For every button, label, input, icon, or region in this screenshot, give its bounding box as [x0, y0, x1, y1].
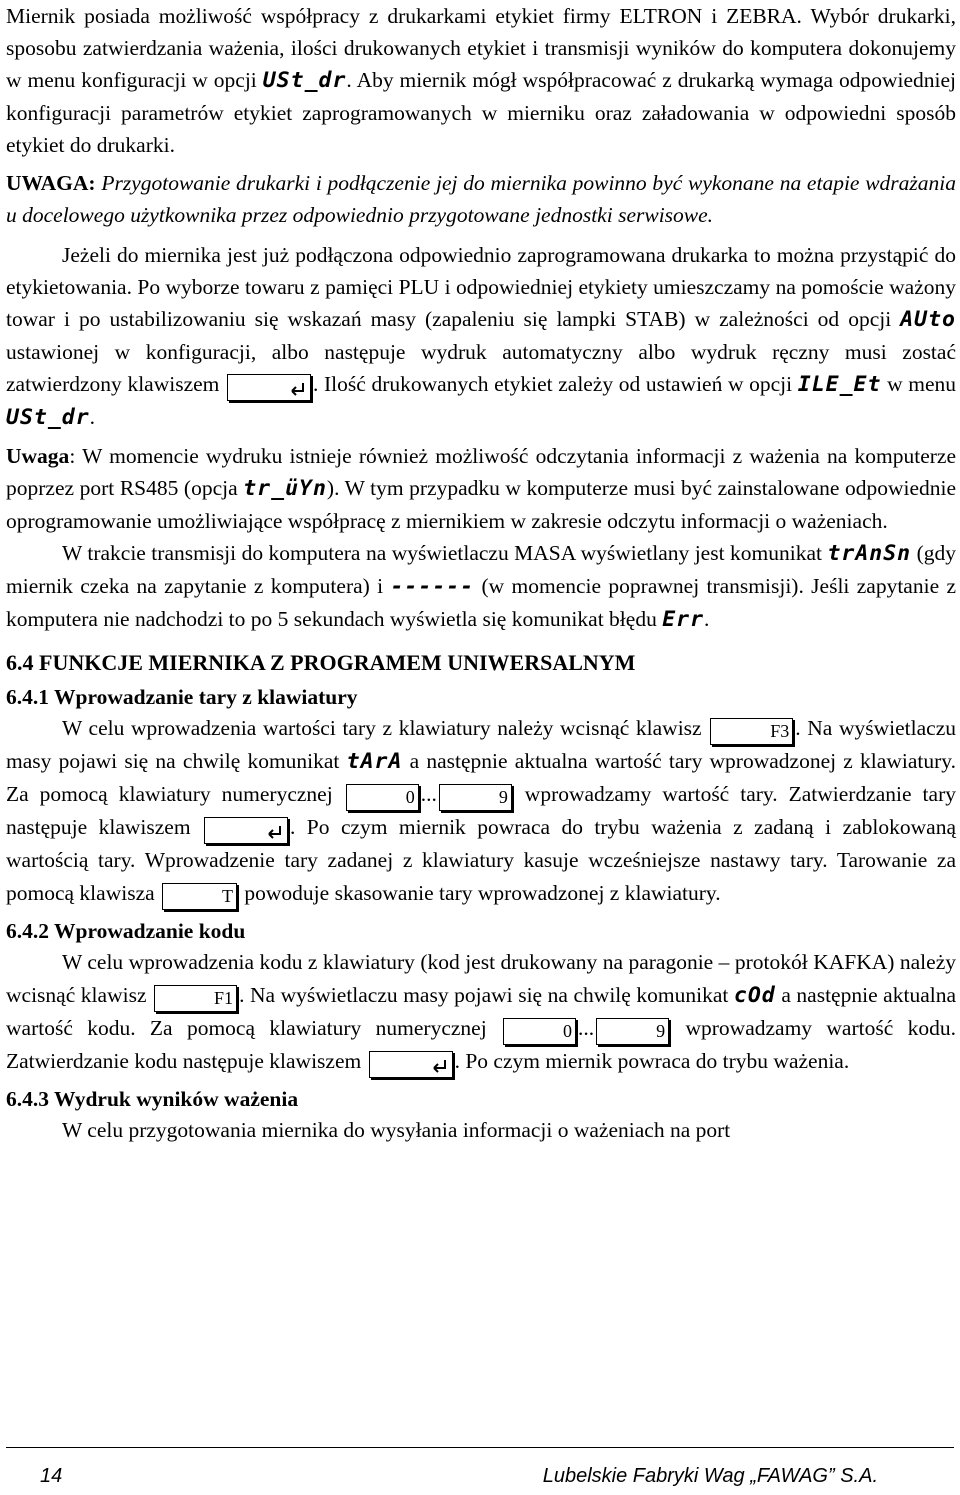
paragraph-printers: Miernik posiada możliwość współpracy z drukarkami etykiet firmy ELTRON i ZEBRA. Wybór drukarki, sposobu zatwierdzania ważenia, ilości drukowanych etykiet i transmisji wyników do komputera dokonujemy w menu konfiguracji w opcji USt_dr. Aby miernik mógł współpracować z drukarką wymaga odpowiedniej konfiguracji parametrów etykiet zaprogramowanych w mierniku oraz załadowania w odpowiedni sposób etykiet do drukarki.	[6, 4, 956, 157]
key-0: 0	[346, 784, 419, 811]
subsection-heading: 6.4.2 Wprowadzanie kodu	[6, 919, 246, 943]
display-code: AUto	[900, 307, 956, 332]
subsection-heading: 6.4.3 Wydruk wyników ważenia	[6, 1087, 299, 1111]
display-code: cOd	[733, 983, 776, 1008]
display-code: Err	[662, 607, 705, 632]
display-code: USt_dr	[262, 68, 347, 93]
display-code: ------	[390, 574, 475, 599]
paragraph-code: W celu wprowadzenia kodu z klawiatury (kod jest drukowany na paragonie – protokół KAFKA) należy wcisnąć klawisz F1 . Na wyświetlaczu masy pojawi się na chwilę komunikat cOd a następnie aktualna wartość kodu. Za pomocą klawiatury numerycznej 0 ... 9 wprowadzamy wartość kodu. Zatwierdzanie kodu następuje klawiszem . Po czym miernik powraca do trybu ważenia.	[6, 946, 956, 1078]
enter-key-icon	[204, 817, 288, 844]
key-9: 9	[596, 1018, 669, 1045]
page-number: 14	[40, 1465, 63, 1487]
display-code: ILE_Et	[797, 372, 882, 397]
display-code: USt_dr	[6, 405, 90, 430]
display-code: trAnSn	[827, 541, 912, 566]
enter-key-icon	[369, 1051, 453, 1078]
subsection-heading: 6.4.1 Wprowadzanie tary z klawiatury	[6, 685, 358, 709]
paragraph-printout: W celu przygotowania miernika do wysyłania informacji o ważeniach na port	[62, 1118, 731, 1142]
display-code: tr_üYn	[243, 476, 327, 501]
key-f3: F3	[710, 718, 793, 745]
enter-key-icon	[227, 374, 311, 401]
paragraph-transmission: W trakcie transmisji do komputera na wyświetlaczu MASA wyświetlany jest komunikat trAnSn (gdy miernik czeka na zapytanie z komputera) i ------ (w momencie poprawnej transmisji). Jeśli zapytanie z komputera nie nadchodzi to po 5 sekundach wyświetla się komunikat błędu Err.	[6, 541, 957, 632]
display-code: tArA	[346, 749, 403, 774]
paragraph-warning: UWAGA: Przygotowanie drukarki i podłączenie jej do miernika powinno być wykonane na etapie wdrażania u docelowego użytkownika przez odpowiednio przygotowane jednostki serwisowe.	[6, 171, 956, 227]
document-body	[6, 0, 956, 1146]
section-heading: 6.4 FUNKCJE MIERNIKA Z PROGRAMEM UNIWERSALNYM	[6, 650, 636, 675]
paragraph-tare: W celu wprowadzenia wartości tary z klawiatury należy wcisnąć klawisz F3 . Na wyświetlaczu masy pojawi się na chwilę komunikat tArA a następnie aktualna wartość tary wprowadzonej z klawiatury. Za pomocą klawiatury numerycznej 0 ... 9 wprowadzamy wartość tary. Zatwierdzanie tary następuje klawiszem . Po czym miernik powraca do trybu ważenia z zadaną i zablokowaną wartością tary. Wprowadzenie tary zadanej z klawiatury kasuje wcześniejsze nastawy tary. Tarowanie za pomocą klawisza T powoduje skasowanie tary wprowadzonej z klawiatury.	[6, 712, 956, 910]
paragraph-note: Uwaga: W momencie wydruku istnieje również możliwość odczytania informacji z ważenia na komputerze poprzez port RS485 (opcja tr_üYn). W tym przypadku w komputerze musi być zainstalowane odpowiednie oprogramowanie umożliwiające współpracę z miernikiem w zakresie odczytu informacji o ważeniach.	[6, 444, 957, 533]
warning-label: UWAGA:	[6, 171, 96, 195]
footer-rule	[6, 1447, 954, 1448]
key-f1: F1	[154, 985, 237, 1012]
key-t: T	[162, 883, 237, 910]
key-0: 0	[503, 1018, 576, 1045]
paragraph-labeling: Jeżeli do miernika jest już podłączona odpowiednio zaprogramowana drukarka to można przystąpić do etykietowania. Po wyborze towaru z pamięci PLU i odpowiedniej etykiety umieszczamy na pomoście ważony towar i po ustabilizowaniu się wskazań masy (zapaleniu się lampki STAB) w zależności od opcji AUto ustawionej w konfiguracji, albo następuje wydruk automatyczny albo wydruk ręczny musi zostać zatwierdzony klawiszem . Ilość drukowanych etykiet zależy od ustawień w opcji ILE_Et w menu USt_dr.	[6, 243, 956, 430]
footer-company: Lubelskie Fabryki Wag „FAWAG” S.A.	[542, 1465, 878, 1487]
key-9: 9	[439, 784, 512, 811]
note-label: Uwaga	[6, 444, 70, 468]
